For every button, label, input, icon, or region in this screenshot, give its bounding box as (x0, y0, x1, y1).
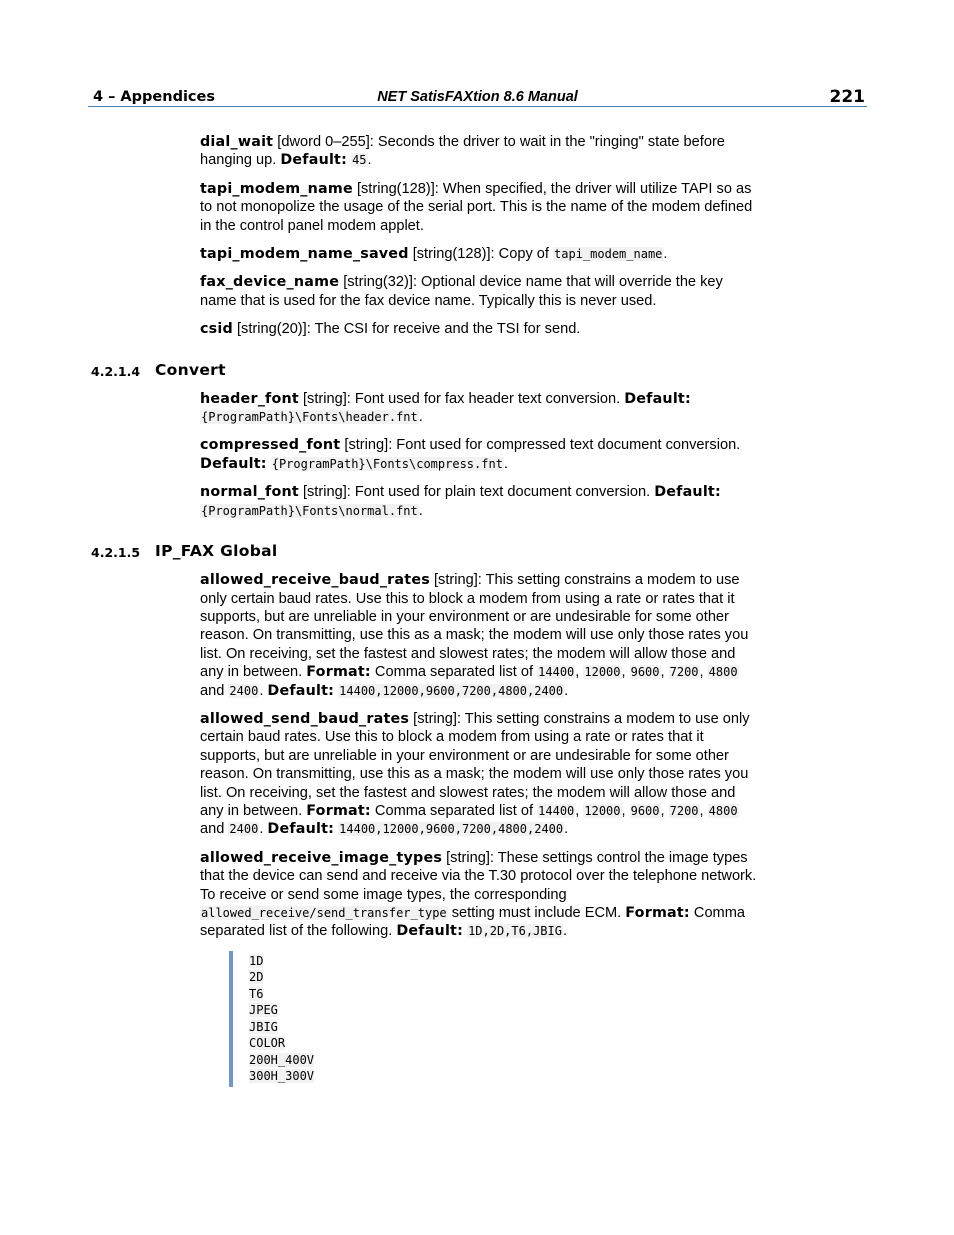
code-text: 2D (249, 970, 264, 985)
format-label: Format: (306, 802, 371, 819)
description: [string(128)]: When specified, the driver will utilize TAPI so as to not monopolize the usage of the serial port. This is the name of the modem defined in the control panel modem applet. (200, 180, 753, 234)
rate-code: 7200 (669, 665, 699, 680)
entry-fax-device-name (200, 273, 760, 310)
rate-code: 7200 (669, 803, 699, 818)
rate-code: 14400 (538, 665, 575, 680)
rate-code: 2400 (229, 822, 259, 837)
default-value: {ProgramPath}\Fonts\compress.fnt (271, 456, 503, 471)
code-line (249, 953, 760, 970)
and-text: and (200, 821, 229, 838)
rate-code: 9600 (630, 665, 660, 680)
term: compressed_font (200, 437, 341, 454)
rate-code: 14400 (538, 803, 575, 818)
entry-allowed-receive-baud-rates: allowed_receive_baud_rates [string]: This setting constrains a modem to use only certain baud rates. Use this to block a modem from using a rate or rates that it supports, but are unreliable in your environment or are undesirable for some other reason. On transmitting, use this as a mask; the modem will use only those rates you list. On receiving, set the fastest and slowest rates; the modem will allow those and any in between. Format: Comma separated list of 14400, 12000, 9600, 7200, 4800 and 2400. Default: 14400,12000,9600,7200,4800,2400. (200, 572, 749, 699)
term: normal_font (200, 484, 299, 501)
code-text: 200H_400V (249, 1052, 315, 1067)
term: dial_wait (200, 134, 274, 150)
term: allowed_receive_baud_rates (200, 572, 430, 589)
code-line (249, 986, 760, 1003)
term: fax_device_name (200, 274, 340, 291)
entry-csid (200, 320, 760, 338)
default-label: Default: (280, 152, 348, 169)
entry-dial-wait (200, 133, 760, 170)
term: csid (200, 321, 233, 338)
term: tapi_modem_name (200, 180, 353, 197)
entry-tapi-modem-name (200, 180, 760, 235)
description: [string]: Font used for fax header text conversion. (298, 390, 625, 407)
format-text: Comma separated list of (370, 664, 538, 681)
code-text: COLOR (249, 1036, 286, 1051)
default-value: 45 (352, 153, 367, 168)
section-heading-convert (91, 360, 760, 381)
default-value: 14400,12000,9600,7200,4800,2400 (339, 683, 564, 698)
format-label: Format: (306, 664, 371, 681)
punctuation: . (663, 246, 668, 263)
description-continued: setting must include ECM. (447, 905, 626, 921)
description: [string(20)]: The CSI for receive and the TSI for send. (232, 321, 581, 338)
term: header_font (200, 390, 299, 407)
inline-code: tapi_modem_name (554, 247, 663, 262)
default-label: Default: (654, 484, 721, 501)
default-label: Default: (624, 390, 691, 407)
punctuation: . (564, 682, 569, 699)
code-text: 1D (249, 953, 264, 968)
default-label: Default: (267, 821, 335, 838)
code-text: JPEG (249, 1003, 278, 1018)
code-line (249, 969, 760, 986)
description: [string(32)]: Optional device name that will override the key name that is used for the fax device name. Typically this is never used. (200, 274, 723, 309)
entry-compressed-font (200, 436, 760, 473)
rate-code: 2400 (229, 683, 259, 698)
default-value: 14400,12000,9600,7200,4800,2400 (339, 822, 564, 837)
default-label: Default: (396, 923, 463, 940)
rate-code: 9600 (630, 803, 660, 818)
chapter-label: 4 – Appendices (93, 89, 215, 105)
rate-code: 4800 (708, 665, 738, 680)
description: [string]: These settings control the image types that the device can send and receive via the T.30 protocol over the telephone network. To receive or send some image types, the corresponding (200, 849, 757, 903)
entry-header-font (200, 390, 760, 427)
code-line (249, 1068, 760, 1085)
section-title: Convert (155, 360, 226, 379)
description: [string(128)]: Copy of (408, 246, 554, 263)
entry-allowed-receive-image-types (200, 849, 760, 941)
rate-code: 4800 (708, 803, 738, 818)
punctuation: . (562, 923, 568, 940)
entry-allowed-send-baud-rates: allowed_send_baud_rates [string]: This setting constrains a modem to use only certain baud rates. Use this to block a modem from using a rate or rates that it supports, but are unreliable in your environment or are undesirable for some other reason. On transmitting, use this as a mask; the modem will use only those rates you list. On receiving, set the fastest and slowest rates; the modem will allow those and any in between. Format: Comma separated list of 14400, 12000, 9600, 7200, 4800 and 2400. Default: 14400,12000,9600,7200,4800,2400. (200, 710, 750, 838)
default-value: {ProgramPath}\Fonts\header.fnt (201, 410, 418, 425)
page-header (88, 88, 867, 107)
punctuation: . (564, 821, 569, 838)
term: allowed_send_baud_rates (200, 710, 410, 727)
punctuation: . (367, 152, 372, 169)
term: allowed_receive_image_types (200, 849, 443, 866)
rate-code: 12000 (584, 803, 621, 818)
entry-normal-font (200, 483, 760, 520)
description: [string]: This setting constrains a modem to use only certain baud rates. Use this to block a modem from using a rate or rates that it supports, but are unreliable in your environment or are undesirable for some other reason. On transmitting, use this as a mask; the modem will use only those rates you list. On receiving, set the fastest and slowest rates; the modem will allow those and any in between. (200, 572, 749, 681)
code-line (249, 1002, 760, 1019)
format-text: Comma separated list of the following. (200, 905, 745, 940)
section-title: IP_FAX Global (155, 542, 278, 561)
and-text: and (200, 682, 229, 699)
code-line (249, 1035, 760, 1052)
default-label: Default: (200, 455, 267, 472)
code-text: 300H_300V (249, 1069, 315, 1084)
image-types-code-block (229, 951, 760, 1087)
page-number: 221 (829, 87, 865, 107)
default-label: Default: (267, 682, 335, 699)
default-value: {ProgramPath}\Fonts\normal.fnt (201, 503, 418, 518)
description: [string]: This setting constrains a modem to use only certain baud rates. Use this to block a modem from using a rate or rates that it supports, but are unreliable in your environment or are undesirable for some other reason. On transmitting, use this as a mask; the modem will use only those rates you list. On receiving, set the fastest and slowest rates; the modem will allow those and any in between. (200, 710, 750, 819)
page-body (91, 133, 760, 1087)
default-value: 1D,2D,T6,JBIG (468, 924, 562, 939)
code-line (249, 1052, 760, 1069)
manual-title: NET SatisFAXtion 8.6 Manual (377, 89, 578, 105)
code-text: JBIG (249, 1019, 278, 1034)
format-text: Comma separated list of (370, 802, 538, 819)
code-text: T6 (249, 986, 264, 1001)
inline-code: allowed_receive/send_transfer_type (201, 906, 447, 920)
description: [string]: Font used for plain text document conversion. (298, 484, 655, 501)
entry-tapi-modem-name-saved (200, 245, 760, 263)
rate-code: 12000 (584, 665, 621, 680)
description: [string]: Font used for compressed text document conversion. (340, 437, 741, 454)
term: tapi_modem_name_saved (200, 246, 409, 263)
section-number: 4.2.1.5 (91, 545, 141, 561)
code-line (249, 1019, 760, 1036)
description: [dword 0–255]: Seconds the driver to wait in the "ringing" state before hanging up. (200, 134, 725, 169)
punctuation: . (418, 502, 423, 519)
format-label: Format: (625, 905, 690, 921)
punctuation: . (418, 409, 423, 426)
section-number: 4.2.1.4 (91, 363, 141, 379)
section-heading-ipfax-global (91, 542, 760, 562)
punctuation: . (503, 455, 508, 472)
